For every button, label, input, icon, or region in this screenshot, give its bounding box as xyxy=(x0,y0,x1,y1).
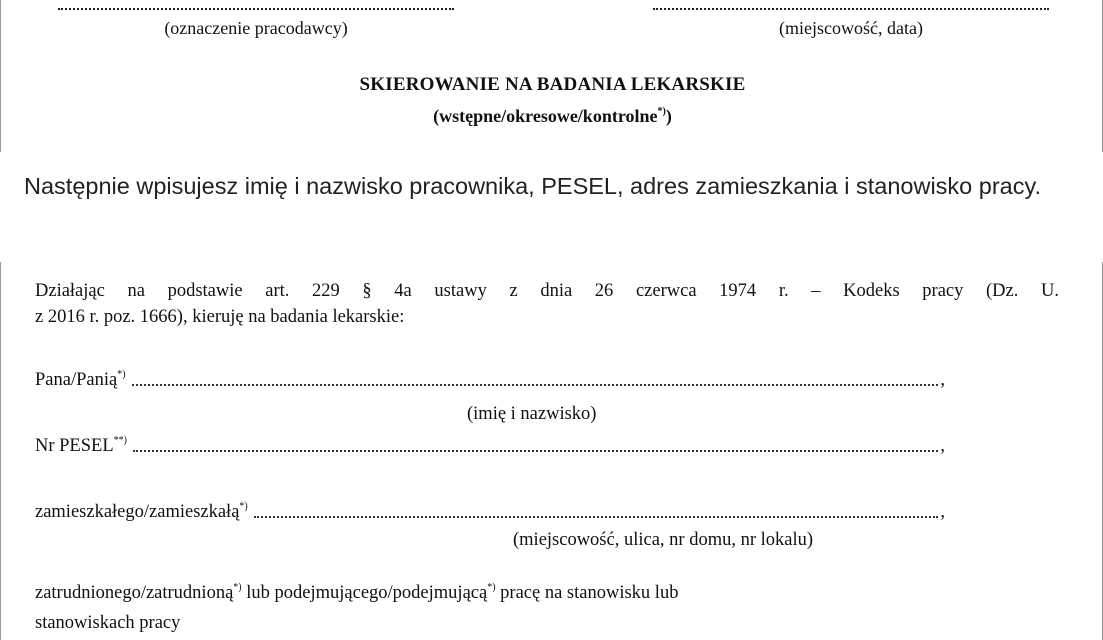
subtitle-close: ) xyxy=(665,106,672,126)
employment-line-2: stanowiskach pracy xyxy=(35,613,181,633)
address-field xyxy=(35,502,945,523)
address-dotted-line xyxy=(254,506,939,518)
employer-caption: (oznaczenie pracodawcy) xyxy=(164,18,348,38)
employment-paragraph: zatrudnionego/zatrudnioną*) lub podejmującego/podejmującą*) pracę na stanowisku lub stanowiskach pracy xyxy=(35,582,679,633)
legal-basis-line-1: Działając na podstawie art. 229 § 4a ustawy z dnia 26 czerwca 1974 r. – Kodeks pracy (Dz. U. xyxy=(35,281,1059,301)
subtitle-text: (wstępne/okresowe/kontrolne xyxy=(433,106,658,126)
name-hint: (imię i nazwisko) xyxy=(467,404,597,424)
pesel-dotted-line xyxy=(133,440,938,452)
form-body-excerpt xyxy=(0,262,1103,640)
name-comma: , xyxy=(940,370,945,390)
employer-dotted-line xyxy=(58,0,454,10)
place-date-caption: (miejscowość, data) xyxy=(779,18,923,38)
address-comma: , xyxy=(940,502,945,522)
name-label: Pana/Panią*) xyxy=(35,369,126,390)
name-field xyxy=(35,370,945,391)
subtitle-footnote-mark: *) xyxy=(657,106,666,117)
name-dotted-line xyxy=(132,374,939,386)
address-hint: (miejscowość, ulica, nr domu, nr lokalu) xyxy=(513,530,814,550)
document-subtitle xyxy=(1,106,1103,127)
legal-basis-paragraph xyxy=(35,278,1059,330)
article-paragraph: Następnie wpisujesz imię i nazwisko pracownika, PESEL, adres zamieszkania i stanowisko pracy. xyxy=(24,173,1042,199)
legal-basis-line-2: z 2016 r. poz. 1666), kieruję na badania lekarskie: xyxy=(35,307,405,327)
address-label: zamieszkałego/zamieszkałą*) xyxy=(35,501,248,522)
pesel-field xyxy=(35,436,945,457)
pesel-label: Nr PESEL**) xyxy=(35,435,127,456)
pesel-comma: , xyxy=(940,436,945,456)
place-date-dotted-line xyxy=(653,0,1049,10)
document-title: SKIEROWANIE NA BADANIA LEKARSKIE xyxy=(359,74,746,95)
form-header-excerpt xyxy=(0,0,1103,152)
